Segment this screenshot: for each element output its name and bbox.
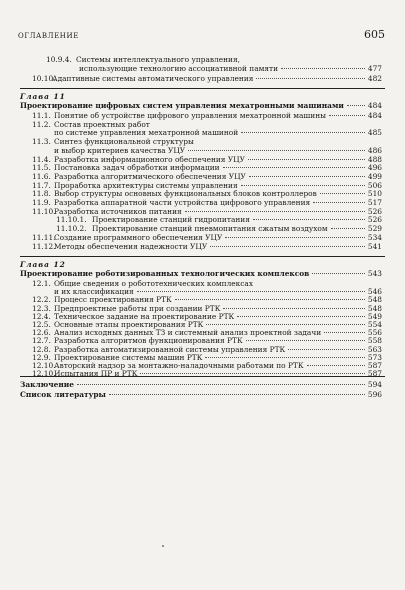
dot-leader xyxy=(307,365,365,366)
toc-entry-number: 11.1. xyxy=(32,111,51,120)
dot-leader xyxy=(185,211,365,212)
toc-entry-page: 573 xyxy=(367,352,382,362)
toc-entry-title-cont: по системе управления мехатронной машиной xyxy=(54,128,239,138)
toc-entry-title: Выбор структуры основных функциональных блоков контроллеров xyxy=(54,189,317,199)
chapter-label: Глава 12 xyxy=(20,260,66,269)
toc-entry-title: Заключение xyxy=(20,380,74,389)
toc-entry-page: 563 xyxy=(367,344,382,354)
toc-entry-number: 11.11. xyxy=(32,232,56,242)
toc-entry-number: 11.3. xyxy=(32,137,51,147)
dot-leader xyxy=(246,340,365,341)
toc-entry-page: 541 xyxy=(367,241,382,251)
dot-leader xyxy=(253,219,365,220)
toc-entry-page: 554 xyxy=(367,320,382,329)
dot-leader xyxy=(248,159,365,160)
toc-entry-number: 12.6. xyxy=(32,328,51,338)
toc-entry-title: Процесс проектирования РТК xyxy=(54,295,172,305)
toc-end-entry xyxy=(20,391,382,399)
toc-entry-title: Проработка архитектуры системы управления xyxy=(54,180,238,190)
dot-leader xyxy=(137,291,365,292)
dot-leader xyxy=(347,105,365,106)
toc-entry-title: Создание программного обеспечения УЦУ xyxy=(54,232,223,242)
toc-entry-title-cont: и выбор критериев качества УЦУ xyxy=(54,145,186,155)
dot-leader xyxy=(210,246,365,247)
toc-entry-title: Проектирование системы машин РТК xyxy=(54,352,203,362)
toc-entry-title: Проектирование станций гидропитания xyxy=(92,215,250,225)
toc-entry-number: 12.1. xyxy=(32,279,51,288)
toc-entry-page: 488 xyxy=(367,154,382,164)
toc-entry-page: 496 xyxy=(367,163,382,173)
toc-entry-page: 548 xyxy=(367,303,382,313)
toc-entry xyxy=(32,243,382,251)
toc-entry-page: 548 xyxy=(367,295,382,305)
toc-entry-page: 486 xyxy=(367,145,382,155)
toc-entry-title: Разработка источников питания xyxy=(54,206,182,216)
toc-entry-page: 558 xyxy=(367,336,382,346)
toc-entry-number: 12.5. xyxy=(32,320,51,329)
dot-leader xyxy=(237,316,365,317)
toc-entry-page: 526 xyxy=(367,206,382,216)
toc-entry-title: Общие сведения о робототехнических комплексах xyxy=(54,279,253,288)
page-number: 605 xyxy=(364,28,385,41)
toc-entry-page: 587 xyxy=(367,361,382,370)
toc-entry-number: 11.4. xyxy=(32,154,51,164)
toc-entry-page: 534 xyxy=(367,232,382,242)
dot-leader xyxy=(249,176,365,177)
toc-entry xyxy=(56,225,382,233)
toc-entry-number: 12.3. xyxy=(32,303,51,313)
dot-leader xyxy=(223,167,365,168)
toc-entry-number: 12.10. xyxy=(32,361,56,370)
toc-entry-number: 12.8. xyxy=(32,344,51,354)
toc-entry-number: 12.4. xyxy=(32,311,51,321)
divider-rule xyxy=(20,88,385,89)
toc-entry-page: 546 xyxy=(367,287,382,297)
dot-leader xyxy=(188,150,365,151)
toc-entry-page: 549 xyxy=(367,311,382,321)
toc-entry-title-cont: использующие технологию ассоциативной памяти xyxy=(79,64,279,73)
dot-leader xyxy=(225,237,365,238)
toc-entry-title: Системы интеллектуального управления, xyxy=(76,55,240,64)
toc-entry-page: 484 xyxy=(367,111,382,120)
toc-entry xyxy=(46,56,382,64)
toc-entry-page: 477 xyxy=(367,64,382,73)
toc-entry-title: Разработка алгоритмического обеспечения УЦУ xyxy=(54,171,246,181)
toc-entry-title: Проектирование станций пневмопитания сжатым воздухом xyxy=(92,224,328,234)
chapter-heading xyxy=(20,102,382,110)
toc-entry-number: 11.9. xyxy=(32,198,51,207)
dot-leader xyxy=(205,357,364,358)
scan-speck xyxy=(162,545,164,547)
toc-entry-number: 11.10.2. xyxy=(56,224,87,234)
dot-leader xyxy=(140,373,364,374)
toc-entry-title: Испытания ПР и РТК xyxy=(54,369,138,379)
dot-leader xyxy=(313,202,365,203)
toc-entry xyxy=(32,75,382,83)
toc-entry xyxy=(54,147,382,155)
toc-entry-page: 594 xyxy=(367,380,382,389)
chapter-label: Глава 11 xyxy=(20,92,66,101)
dot-leader xyxy=(256,78,364,79)
dot-leader xyxy=(331,228,365,229)
toc-entry-page: 517 xyxy=(367,198,382,207)
toc-entry-number: 11.10. xyxy=(32,206,56,216)
toc-entry-number: 11.5. xyxy=(32,163,51,173)
chapter-title: Проектирование цифровых систем управления мехатронными машинами xyxy=(20,101,344,110)
toc-entry-title: Адаптивные системы автоматического управления xyxy=(52,74,254,83)
toc-entry-number: 11.6. xyxy=(32,171,51,181)
toc-entry-title: Список литературы xyxy=(20,390,106,399)
toc-entry-number: 11.12. xyxy=(32,241,56,251)
toc-entry-number: 10.10. xyxy=(32,74,56,83)
toc-entry-title-cont: и их классификация xyxy=(54,287,134,297)
toc-entry-title: Авторский надзор за монтажно-наладочными работами по РТК xyxy=(54,361,304,370)
toc-entry xyxy=(32,138,382,146)
toc-entry-number: 11.8. xyxy=(32,189,51,199)
toc-entry-title: Разработка аппаратной части устройства цифрового управления xyxy=(54,198,311,207)
dot-leader xyxy=(109,394,365,395)
page-header xyxy=(18,28,385,42)
toc-entry-number: 12.2. xyxy=(32,295,51,305)
dot-leader xyxy=(223,308,364,309)
dot-leader xyxy=(288,349,365,350)
divider-rule xyxy=(20,256,385,257)
toc-entry-title: Синтез функциональной структуры xyxy=(54,137,194,147)
toc-entry-page: 485 xyxy=(367,128,382,138)
toc-entry-title: Основные этапы проектирования РТК xyxy=(54,320,204,329)
toc-entry-number: 10.9.4. xyxy=(46,55,72,64)
toc-entry-number: 11.2. xyxy=(32,119,51,129)
chapter-heading xyxy=(20,270,382,278)
chapter-page: 543 xyxy=(367,269,382,278)
toc-entry-page: 556 xyxy=(367,328,382,338)
toc-entry-page: 587 xyxy=(367,369,382,379)
toc-entry xyxy=(32,234,382,242)
running-head: ОГЛАВЛЕНИЕ xyxy=(18,32,79,40)
toc-entry-title: Понятие об устройстве цифрового управления мехатронной машины xyxy=(54,111,326,120)
toc-entry-page: 482 xyxy=(367,74,382,83)
toc-entry-number: 12.10. xyxy=(32,369,56,379)
toc-entry-page: 506 xyxy=(367,180,382,190)
toc-entry-title: Разработка алгоритмов функционирования РТК xyxy=(54,336,243,346)
dot-leader xyxy=(77,384,365,385)
toc-entry xyxy=(32,199,382,207)
toc-entry xyxy=(32,164,382,172)
toc-entry-title: Состав проектных работ xyxy=(54,119,150,129)
dot-leader xyxy=(312,273,365,274)
dot-leader xyxy=(329,115,365,116)
dot-leader xyxy=(320,193,365,194)
toc-entry-title: Предпроектные работы при создании РТК xyxy=(54,303,221,313)
dot-leader xyxy=(281,68,365,69)
toc-entry-page: 596 xyxy=(367,390,382,399)
toc-entry-page: 529 xyxy=(367,224,382,234)
toc-entry-page: 510 xyxy=(367,189,382,199)
divider-rule xyxy=(20,376,385,377)
toc-entry-page: 499 xyxy=(367,171,382,181)
dot-leader xyxy=(324,332,365,333)
chapter-title: Проектирование роботизированных технологических комплексов xyxy=(20,269,310,278)
toc-end-entry xyxy=(20,381,382,389)
toc-entry-number: 11.7. xyxy=(32,180,51,190)
toc-entry-page: 526 xyxy=(367,215,382,225)
toc-entry-number: 12.9. xyxy=(32,352,51,362)
toc-entry-title: Разработка автоматизированной системы управления РТК xyxy=(54,344,286,354)
toc-entry-number: 11.10.1. xyxy=(56,215,87,225)
toc-entry-title: Разработка информационного обеспечения УЦУ xyxy=(54,154,245,164)
toc-entry-title: Постановка задач обработки информации xyxy=(54,163,220,173)
toc-entry xyxy=(32,173,382,181)
dot-leader xyxy=(241,185,365,186)
toc-entry-number: 12.7. xyxy=(32,336,51,346)
toc-entry-title: Техническое задание на проектирование РТК xyxy=(54,311,235,321)
toc-entry-title: Анализ исходных данных ТЗ и системный анализ проектной задачи xyxy=(54,328,322,338)
chapter-page: 484 xyxy=(367,101,382,110)
dot-leader xyxy=(206,324,364,325)
dot-leader xyxy=(241,132,365,133)
toc-entry-title: Методы обеспечения надежности УЦУ xyxy=(54,241,208,251)
toc-entry xyxy=(79,65,382,73)
toc-entry xyxy=(32,112,382,120)
dot-leader xyxy=(175,299,365,300)
